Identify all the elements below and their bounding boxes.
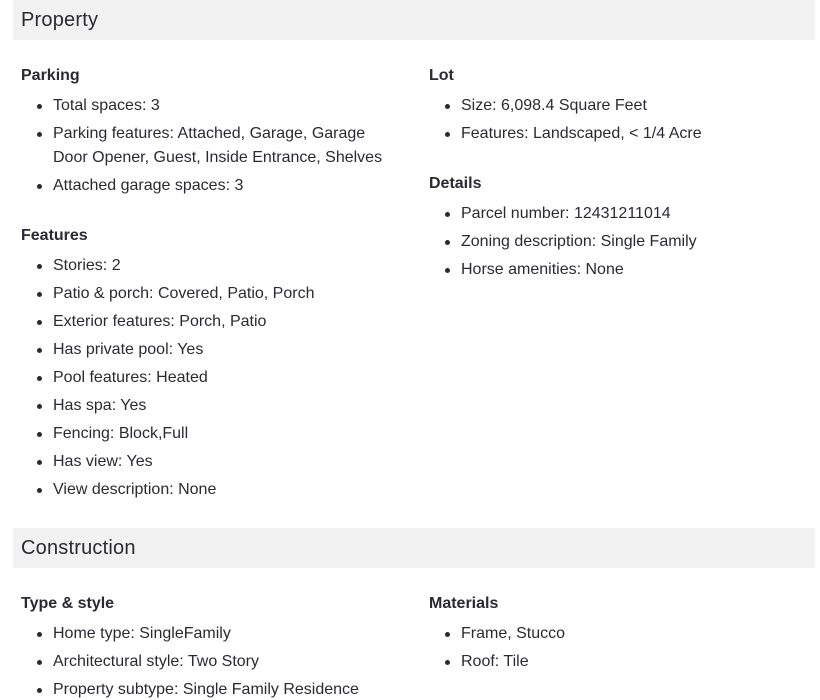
list-item: Stories: 2 [53,254,401,278]
list-item: View description: None [53,478,401,502]
list-item: Features: Landscaped, < 1/4 Acre [461,122,809,146]
details-list [429,202,809,282]
type-style-list [21,622,401,700]
lot-heading: Lot [429,67,454,84]
details-heading: Details [429,175,482,192]
list-item: Frame, Stucco [461,622,809,646]
list-item: Parking features: Attached, Garage, Garage Door Opener, Guest, Inside Entrance, Shelves [53,122,401,170]
list-item: Parcel number: 12431211014 [461,202,809,226]
construction-section-title: Construction [21,536,136,559]
parking-group [21,66,401,202]
materials-heading: Materials [429,595,499,612]
details-group [429,174,809,286]
type-style-group [21,594,401,700]
list-item: Has private pool: Yes [53,338,401,362]
features-heading: Features [21,227,88,244]
list-item: Has spa: Yes [53,394,401,418]
parking-list [21,94,401,198]
property-section-header [13,0,815,40]
list-item: Architectural style: Two Story [53,650,401,674]
property-section-title: Property [21,8,99,31]
list-item: Fencing: Block,Full [53,422,401,446]
list-item: Has view: Yes [53,450,401,474]
list-item: Zoning description: Single Family [461,230,809,254]
list-item: Size: 6,098.4 Square Feet [461,94,809,118]
lot-list [429,94,809,146]
materials-list [429,622,809,674]
list-item: Exterior features: Porch, Patio [53,310,401,334]
type-style-heading: Type & style [21,595,115,612]
construction-section-header [13,528,815,568]
list-item: Home type: SingleFamily [53,622,401,646]
list-item: Property subtype: Single Family Residence [53,678,401,700]
features-list [21,254,401,502]
lot-group [429,66,809,150]
list-item: Horse amenities: None [461,258,809,282]
list-item: Total spaces: 3 [53,94,401,118]
list-item: Roof: Tile [461,650,809,674]
features-group [21,226,401,506]
list-item: Patio & porch: Covered, Patio, Porch [53,282,401,306]
materials-group [429,594,809,678]
parking-heading: Parking [21,67,80,84]
list-item: Attached garage spaces: 3 [53,174,401,198]
list-item: Pool features: Heated [53,366,401,390]
